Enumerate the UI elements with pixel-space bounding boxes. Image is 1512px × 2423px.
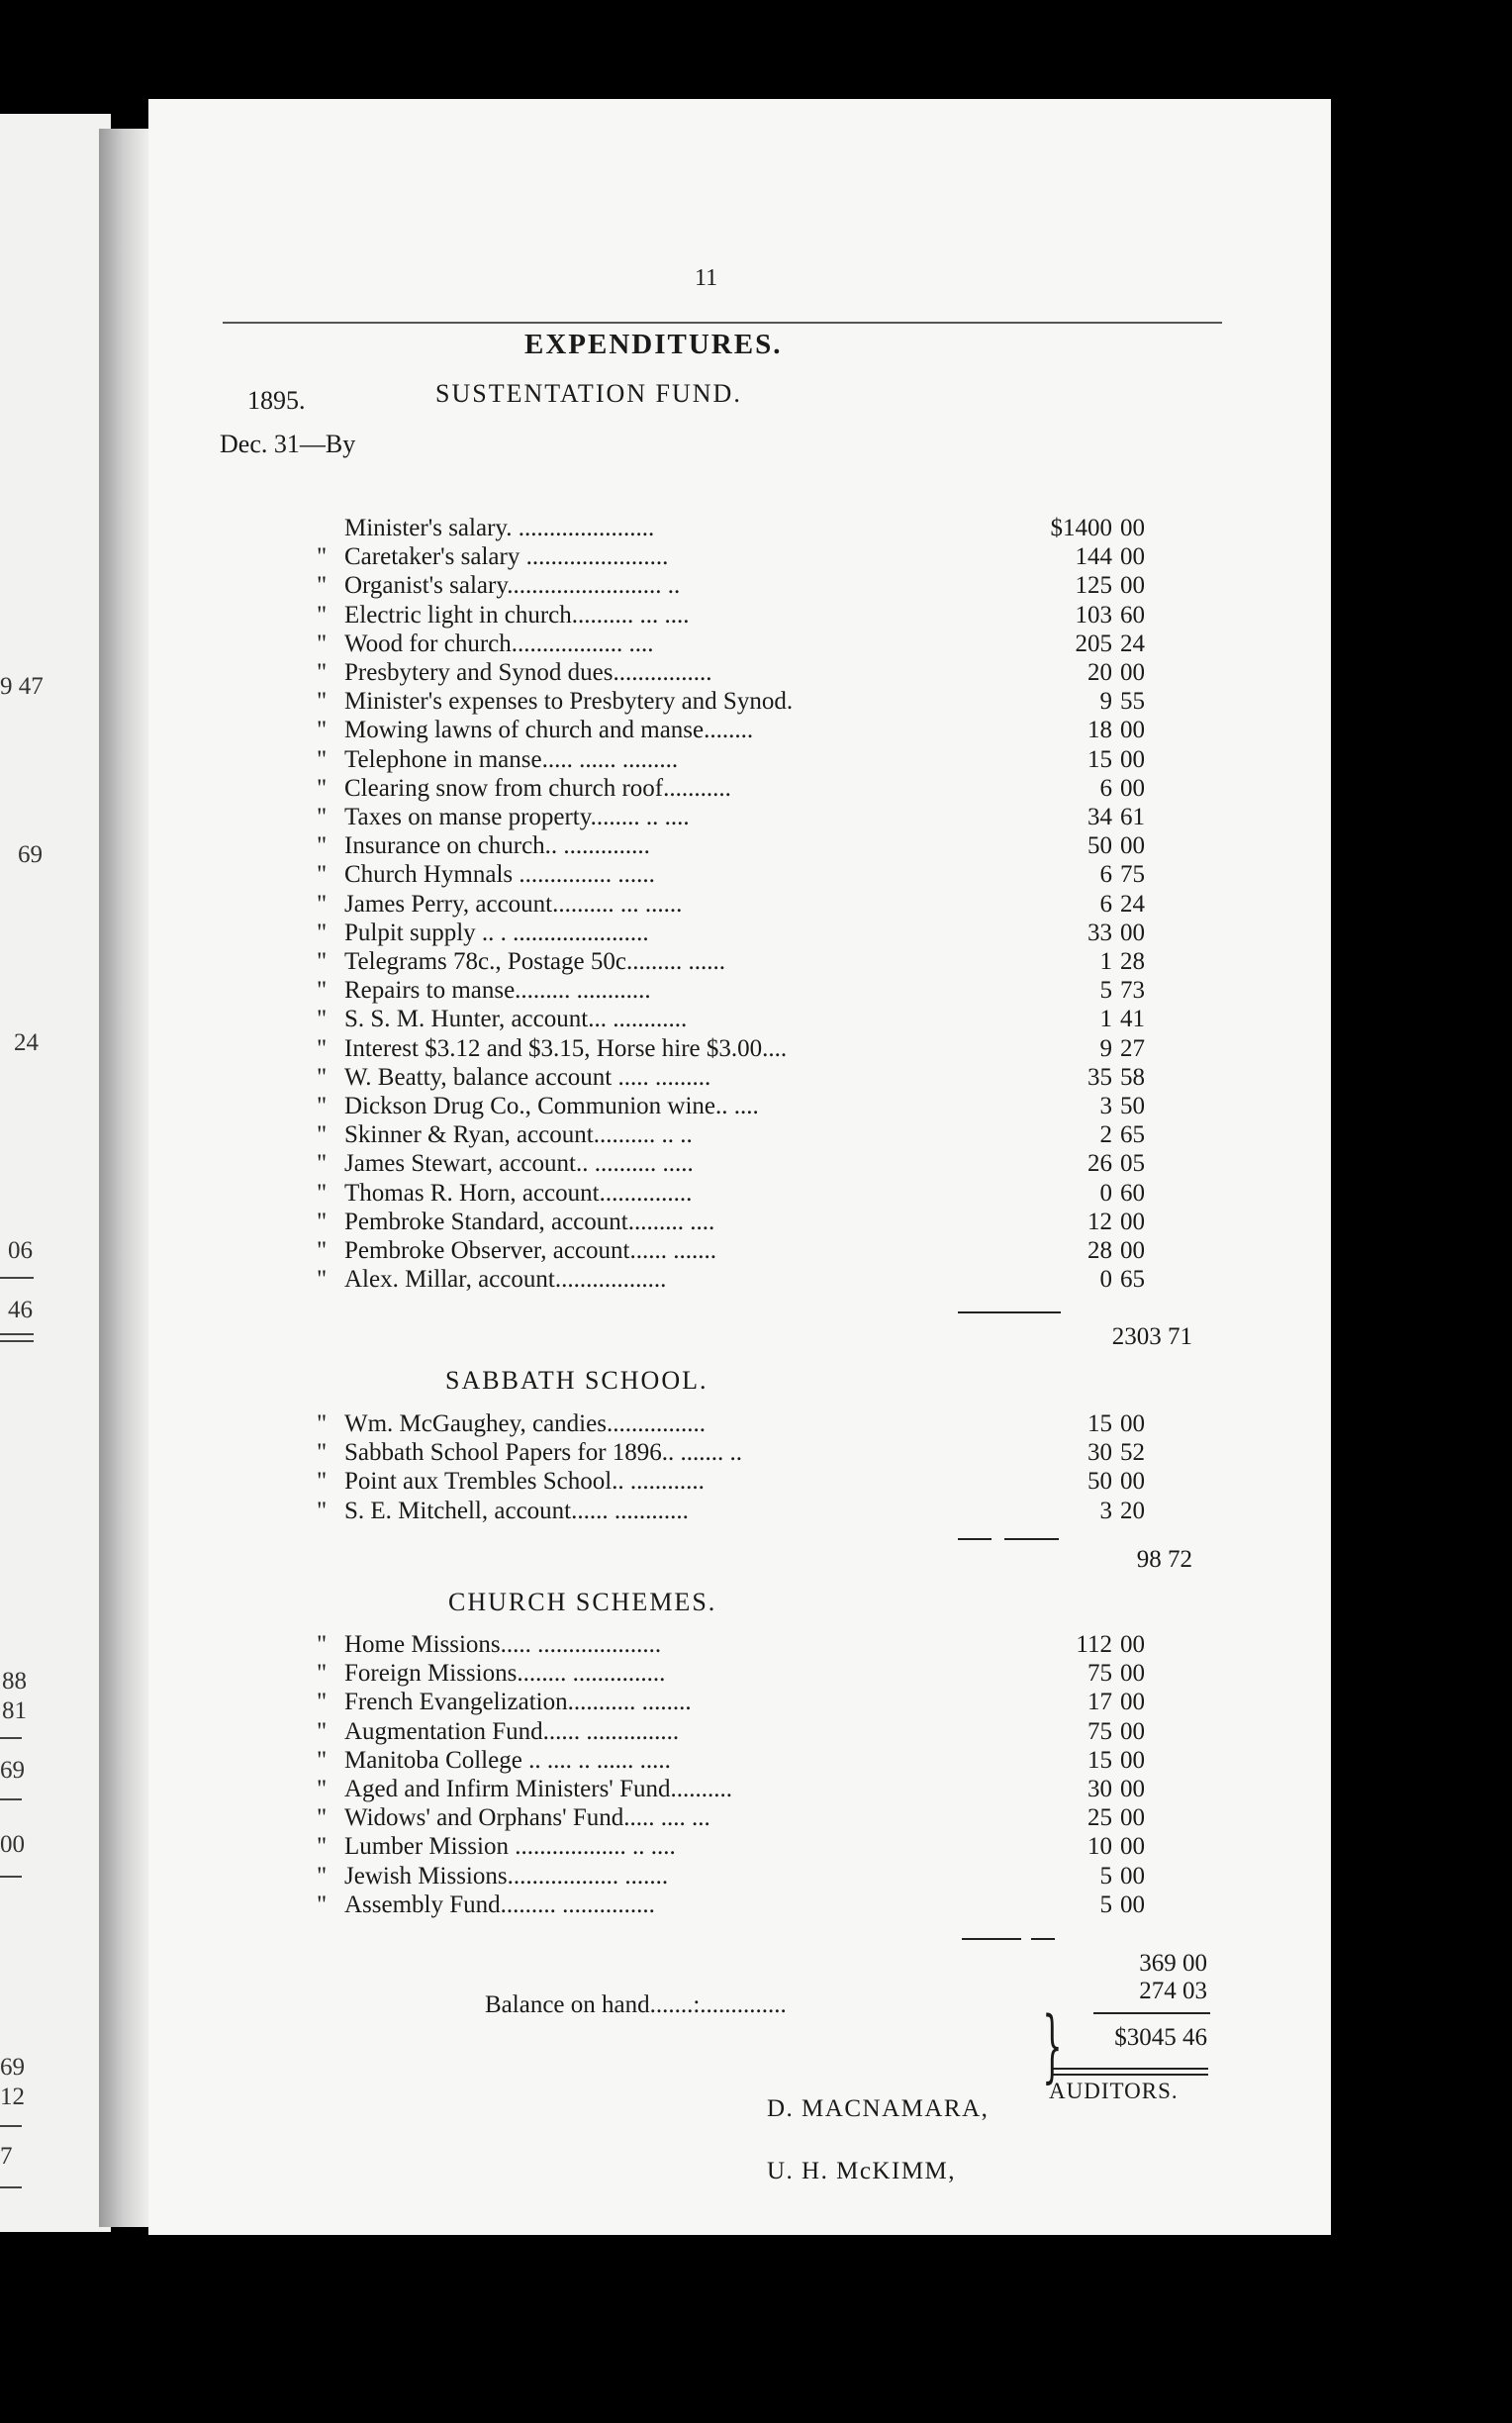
item-description: Insurance on church.. .............. — [344, 832, 650, 860]
item-description: Thomas R. Horn, account............... — [344, 1179, 693, 1207]
ledger-row — [317, 515, 1168, 543]
item-description: Assembly Fund......... ............... — [344, 1890, 655, 1918]
item-dollars: 0 — [1099, 1179, 1112, 1207]
section-total: 2303 71 — [1111, 1323, 1192, 1350]
page-number: 11 — [695, 265, 718, 291]
ledger-row — [317, 861, 1168, 890]
item-description: Telegrams 78c., Postage 50c......... ...... — [344, 948, 725, 975]
auditors-label: AUDITORS. — [1049, 2079, 1179, 2103]
left-page-number: 88 — [2, 1668, 27, 1695]
item-cents: 00 — [1120, 832, 1145, 860]
ledger-row — [317, 832, 1168, 861]
item-cents: 00 — [1120, 774, 1145, 802]
ditto-mark: " — [317, 688, 328, 716]
item-dollars: 75 — [1087, 1717, 1112, 1745]
ditto-mark: " — [317, 543, 328, 571]
ditto-mark: " — [317, 1179, 328, 1207]
ditto-mark: " — [317, 1208, 328, 1235]
ditto-mark: " — [317, 948, 328, 975]
item-description: James Perry, account.......... ... ...... — [344, 890, 683, 918]
item-description: Wood for church.................. .... — [344, 630, 654, 657]
item-cents: 58 — [1120, 1063, 1145, 1091]
item-description: Caretaker's salary ....................... — [344, 543, 669, 571]
item-dollars: 15 — [1087, 1746, 1112, 1774]
grand-total: $3045 46 — [1114, 2024, 1207, 2051]
left-page-rule — [0, 1333, 34, 1335]
item-dollars: 10 — [1087, 1833, 1112, 1861]
ledger-row — [317, 1410, 1168, 1439]
left-page-rule — [0, 1737, 22, 1739]
item-dollars: 17 — [1087, 1689, 1112, 1716]
item-dollars: 112 — [1076, 1631, 1112, 1658]
balance-amount: 274 03 — [1139, 1978, 1207, 2004]
ditto-mark: " — [317, 1890, 328, 1918]
ledger-row — [317, 920, 1168, 948]
item-dollars: 5 — [1099, 1862, 1112, 1890]
item-cents: 00 — [1120, 745, 1145, 773]
date-label: Dec. 31—By — [220, 430, 356, 458]
item-description: Interest $3.12 and $3.15, Horse hire $3.00.... — [344, 1034, 788, 1062]
item-dollars: 125 — [1075, 572, 1112, 600]
item-dollars: 103 — [1075, 601, 1112, 629]
item-description: Foreign Missions........ ............... — [344, 1660, 666, 1688]
ledger-row — [317, 1064, 1168, 1093]
item-cents: 00 — [1120, 1717, 1145, 1745]
item-cents: 05 — [1120, 1150, 1145, 1178]
left-page-number: 24 — [14, 1029, 39, 1056]
subtotal-rule — [958, 1538, 992, 1540]
section-total: 98 72 — [1136, 1546, 1192, 1573]
item-dollars: 34 — [1087, 804, 1112, 830]
ditto-mark: " — [317, 1746, 328, 1774]
double-rule — [1052, 2074, 1208, 2076]
left-page-number: 81 — [2, 1697, 27, 1724]
left-page-number: 00 — [0, 1831, 25, 1858]
ledger-row — [317, 1180, 1168, 1209]
item-cents: 41 — [1120, 1006, 1145, 1033]
ditto-mark: " — [317, 890, 328, 918]
ledger-row — [317, 1093, 1168, 1121]
auditor-name: U. H. McKIMM, — [767, 2158, 957, 2184]
item-description: Minister's salary. ...................... — [344, 515, 655, 541]
item-dollars: 3 — [1099, 1093, 1112, 1119]
item-cents: 00 — [1120, 1689, 1145, 1716]
ledger-row — [317, 1718, 1168, 1747]
ditto-mark: " — [317, 804, 328, 830]
item-dollars: 6 — [1099, 861, 1112, 889]
ditto-mark: " — [317, 1717, 328, 1745]
item-dollars: 5 — [1099, 977, 1112, 1005]
item-cents: 00 — [1120, 543, 1145, 571]
ditto-mark: " — [317, 1006, 328, 1033]
item-cents: 65 — [1120, 1121, 1145, 1149]
ditto-mark: " — [317, 919, 328, 946]
item-description: Home Missions..... .................... — [344, 1631, 662, 1658]
item-dollars: 18 — [1087, 717, 1112, 744]
item-description: Dickson Drug Co., Communion wine.. .... — [344, 1093, 759, 1119]
item-dollars: 75 — [1087, 1660, 1112, 1688]
item-cents: 60 — [1120, 1179, 1145, 1207]
ledger-row — [317, 977, 1168, 1006]
item-description: Minister's expenses to Presbytery and Synod. — [344, 688, 794, 716]
ditto-mark: " — [317, 1631, 328, 1658]
item-cents: 00 — [1120, 572, 1145, 600]
item-dollars: 30 — [1087, 1776, 1112, 1802]
item-cents: 28 — [1120, 948, 1145, 975]
item-cents: 00 — [1120, 659, 1145, 686]
left-page-number: 06 — [8, 1237, 33, 1264]
ditto-mark: " — [317, 1063, 328, 1091]
item-description: Augmentation Fund...... ............... — [344, 1717, 680, 1745]
item-cents: 65 — [1120, 1266, 1145, 1294]
item-dollars: 15 — [1087, 745, 1112, 773]
item-cents: 00 — [1120, 1833, 1145, 1861]
item-dollars: 9 — [1099, 1034, 1112, 1062]
ditto-mark: " — [317, 1660, 328, 1688]
section-total: 369 00 — [1139, 1950, 1207, 1977]
item-description: Skinner & Ryan, account.......... .. .. — [344, 1121, 693, 1149]
item-description: Electric light in church.......... ... .... — [344, 601, 690, 629]
balance-label: Balance on hand.......:.............. — [485, 1991, 787, 2018]
item-description: Pembroke Standard, account......... .... — [344, 1208, 715, 1235]
ledger-row — [317, 804, 1168, 832]
ledger-row — [317, 1833, 1168, 1862]
item-description: Organist's salary......................... .. — [344, 572, 681, 600]
ledger-row — [317, 775, 1168, 804]
ditto-mark: " — [317, 717, 328, 744]
item-cents: 00 — [1120, 1660, 1145, 1688]
ditto-mark: " — [317, 861, 328, 889]
left-page-number: 12 — [0, 2084, 25, 2110]
ledger-row — [317, 1035, 1168, 1064]
ditto-mark: " — [317, 1804, 328, 1832]
item-description: W. Beatty, balance account ..... ......... — [344, 1063, 711, 1091]
item-description: Aged and Infirm Ministers' Fund.......... — [344, 1776, 732, 1802]
item-dollars: 50 — [1087, 1468, 1112, 1496]
ditto-mark: " — [317, 1439, 328, 1467]
ledger-page — [148, 99, 1331, 2235]
item-description: Sabbath School Papers for 1896.. ....... .. — [344, 1439, 743, 1467]
item-description: Pembroke Observer, account...... ....... — [344, 1237, 716, 1264]
item-description: Alex. Millar, account.................. — [344, 1266, 667, 1294]
ditto-mark: " — [317, 1121, 328, 1149]
item-description: French Evangelization........... ........ — [344, 1689, 692, 1716]
ditto-mark: " — [317, 1266, 328, 1294]
item-cents: 00 — [1120, 1890, 1145, 1918]
item-dollars: 2 — [1099, 1121, 1112, 1149]
ledger-row — [317, 688, 1168, 717]
left-page-number: 69 — [0, 1757, 25, 1784]
ditto-mark: " — [317, 1776, 328, 1802]
item-cents: 00 — [1120, 515, 1145, 541]
ledger-row — [317, 1498, 1168, 1526]
item-cents: 24 — [1120, 630, 1145, 657]
ditto-mark: " — [317, 832, 328, 860]
item-cents: 00 — [1120, 1468, 1145, 1496]
item-description: Clearing snow from church roof........... — [344, 774, 731, 802]
item-cents: 55 — [1120, 688, 1145, 716]
year-label: 1895. — [247, 386, 306, 415]
item-cents: 73 — [1120, 977, 1145, 1005]
ledger-row — [317, 1891, 1168, 1920]
ledger-row — [317, 572, 1168, 601]
item-cents: 00 — [1120, 1237, 1145, 1264]
ledger-row — [317, 948, 1168, 977]
item-description: Presbytery and Synod dues................ — [344, 659, 712, 686]
grand-total-rule — [1093, 2012, 1210, 2014]
ledger-row — [317, 659, 1168, 688]
item-cents: 27 — [1120, 1034, 1145, 1062]
item-dollars: 1 — [1099, 948, 1112, 975]
book-gutter — [99, 129, 148, 2227]
item-cents: 00 — [1120, 919, 1145, 946]
item-cents: 60 — [1120, 601, 1145, 629]
ledger-row — [317, 1121, 1168, 1150]
ledger-row — [317, 1804, 1168, 1833]
item-dollars: 25 — [1087, 1804, 1112, 1832]
ledger-row — [317, 1237, 1168, 1266]
item-cents: 00 — [1120, 1208, 1145, 1235]
ditto-mark: " — [317, 659, 328, 686]
ledger-row — [317, 1439, 1168, 1468]
ditto-mark: " — [317, 774, 328, 802]
ledger-row — [317, 602, 1168, 630]
item-cents: 75 — [1120, 861, 1145, 889]
ditto-mark: " — [317, 630, 328, 657]
ditto-mark: " — [317, 1833, 328, 1861]
item-dollars: 20 — [1087, 659, 1112, 686]
item-dollars: 0 — [1099, 1266, 1112, 1294]
subtotal-rule — [1031, 1938, 1055, 1940]
left-page-rule — [0, 1798, 22, 1800]
item-description: Wm. McGaughey, candies................ — [344, 1410, 706, 1437]
ledger-row — [317, 1150, 1168, 1179]
ledger-row — [317, 630, 1168, 659]
ledger-row — [317, 1689, 1168, 1717]
ledger-row — [317, 1863, 1168, 1891]
item-dollars: 26 — [1087, 1150, 1112, 1178]
item-description: Lumber Mission .................. .. .... — [344, 1833, 676, 1861]
ledger-row — [317, 1631, 1168, 1660]
ledger-row — [317, 891, 1168, 920]
ledger-row — [317, 1468, 1168, 1497]
ditto-mark: " — [317, 572, 328, 600]
item-description: S. S. M. Hunter, account... ............ — [344, 1006, 688, 1033]
item-description: Mowing lawns of church and manse........ — [344, 717, 754, 744]
item-dollars: 33 — [1087, 919, 1112, 946]
ditto-mark: " — [317, 1497, 328, 1524]
ditto-mark: " — [317, 1237, 328, 1264]
left-page-number: 7 — [0, 2143, 13, 2170]
header-rule — [223, 322, 1222, 324]
item-cents: 00 — [1120, 1746, 1145, 1774]
item-cents: 50 — [1120, 1093, 1145, 1119]
item-dollars: 5 — [1099, 1890, 1112, 1918]
subtotal-rule — [958, 1311, 1061, 1313]
item-cents: 00 — [1120, 1776, 1145, 1802]
auditor-name: D. MACNAMARA, — [767, 2095, 990, 2122]
item-dollars: 6 — [1099, 774, 1112, 802]
left-page-edge — [0, 114, 111, 2232]
item-description: Pulpit supply .. . ...................... — [344, 919, 649, 946]
ditto-mark: " — [317, 601, 328, 629]
item-dollars: 12 — [1087, 1208, 1112, 1235]
ditto-mark: " — [317, 1468, 328, 1496]
item-dollars: 3 — [1099, 1497, 1112, 1524]
item-cents: 61 — [1120, 804, 1145, 830]
item-description: Manitoba College .. .... .. ...... ..... — [344, 1746, 671, 1774]
left-page-rule — [0, 1876, 22, 1878]
item-description: Repairs to manse......... ............ — [344, 977, 651, 1005]
item-dollars: 28 — [1087, 1237, 1112, 1264]
item-dollars: 15 — [1087, 1410, 1112, 1437]
item-dollars: 9 — [1099, 688, 1112, 716]
left-page-rule — [0, 1277, 34, 1279]
section-title-sabbath-school: SABBATH SCHOOL. — [445, 1366, 709, 1395]
brace-glyph: } — [1042, 1999, 1063, 2091]
item-description: Telephone in manse..... ...... ......... — [344, 745, 679, 773]
item-description: Widows' and Orphans' Fund..... .... ... — [344, 1804, 710, 1832]
left-page-number: 69 — [18, 841, 43, 868]
ditto-mark: " — [317, 977, 328, 1005]
item-dollars: 205 — [1075, 630, 1112, 657]
item-dollars: 1 — [1099, 1006, 1112, 1033]
item-dollars: 6 — [1099, 890, 1112, 918]
left-page-number: 69 — [0, 2054, 25, 2081]
item-description: Jewish Missions.................. ....... — [344, 1862, 669, 1890]
item-dollars: 50 — [1087, 832, 1112, 860]
item-dollars: $1400 — [1050, 515, 1112, 541]
ledger-row — [317, 543, 1168, 572]
ledger-row — [317, 1266, 1168, 1295]
item-cents: 52 — [1120, 1439, 1145, 1467]
left-page-number: 9 47 — [0, 673, 44, 700]
item-description: Point aux Trembles School.. ............ — [344, 1468, 705, 1496]
ditto-mark: " — [317, 1410, 328, 1437]
ledger-row — [317, 1006, 1168, 1034]
item-cents: 00 — [1120, 1631, 1145, 1658]
ditto-mark: " — [317, 1034, 328, 1062]
item-description: S. E. Mitchell, account...... ............ — [344, 1497, 689, 1524]
item-cents: 20 — [1120, 1497, 1145, 1524]
page-title: EXPENDITURES. — [524, 329, 783, 360]
item-cents: 00 — [1120, 1410, 1145, 1437]
ledger-row — [317, 1209, 1168, 1237]
item-description: James Stewart, account.. .......... ..... — [344, 1150, 694, 1178]
section-title-sustentation: SUSTENTATION FUND. — [435, 379, 742, 408]
ditto-mark: " — [317, 1150, 328, 1178]
ledger-row — [317, 1660, 1168, 1689]
ditto-mark: " — [317, 745, 328, 773]
left-page-rule — [0, 2186, 22, 2188]
left-page-number: 46 — [8, 1297, 33, 1323]
ledger-row — [317, 1776, 1168, 1804]
ditto-mark: " — [317, 1093, 328, 1119]
left-page-rule — [0, 2125, 22, 2127]
ledger-row — [317, 746, 1168, 775]
item-cents: 00 — [1120, 1804, 1145, 1832]
ledger-row — [317, 1747, 1168, 1776]
section-title-church-schemes: CHURCH SCHEMES. — [448, 1588, 717, 1616]
ditto-mark: " — [317, 1862, 328, 1890]
left-page-rule — [0, 1340, 34, 1342]
item-cents: 00 — [1120, 1862, 1145, 1890]
double-rule — [1052, 2068, 1208, 2070]
item-description: Taxes on manse property........ .. .... — [344, 804, 690, 830]
item-cents: 24 — [1120, 890, 1145, 918]
ledger-row — [317, 717, 1168, 745]
item-dollars: 30 — [1087, 1439, 1112, 1467]
item-description: Church Hymnals ............... ...... — [344, 861, 655, 889]
item-dollars: 144 — [1075, 543, 1112, 571]
subtotal-rule — [962, 1938, 1021, 1940]
item-dollars: 35 — [1087, 1063, 1112, 1091]
ditto-mark: " — [317, 1689, 328, 1716]
subtotal-rule — [1004, 1538, 1059, 1540]
item-cents: 00 — [1120, 717, 1145, 744]
